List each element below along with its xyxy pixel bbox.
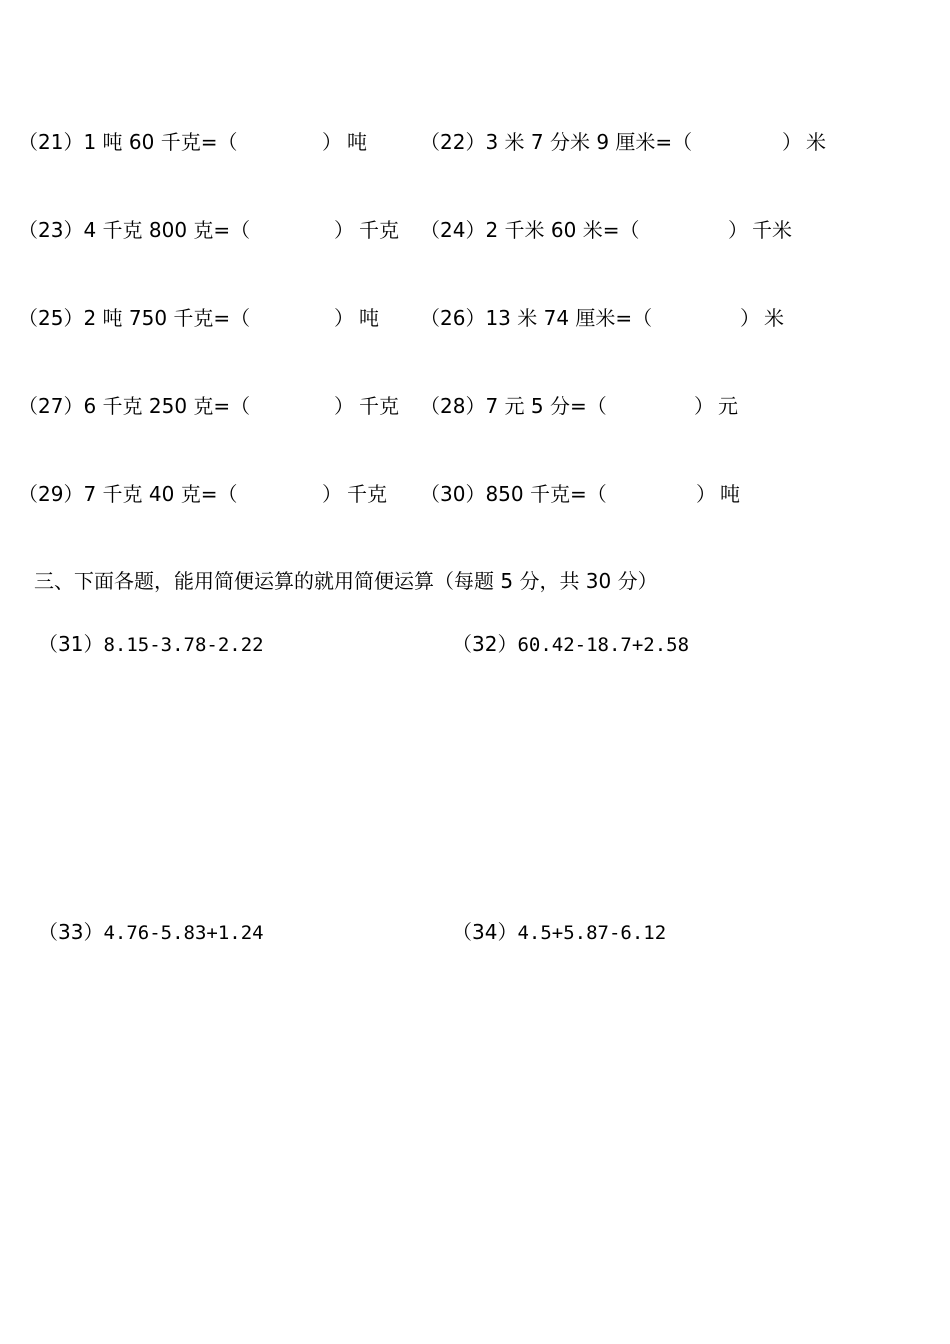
answer-unit: 吨	[359, 306, 379, 330]
question-expression: 7 千克 40 克=（	[83, 482, 238, 506]
answer-unit: 千克	[359, 218, 399, 242]
problem-33	[38, 920, 264, 945]
question-29	[18, 482, 237, 506]
question-expression: 6 千克 250 克=（	[83, 394, 251, 418]
question-expression: 2 吨 750 千克=（	[83, 306, 251, 330]
question-number: （22）	[420, 130, 486, 154]
question-number: （27）	[18, 394, 84, 418]
problem-number: （33）	[38, 920, 104, 944]
problem-number: （32）	[452, 632, 518, 656]
question-number: （28）	[420, 394, 486, 418]
problem-32	[452, 632, 689, 657]
answer-unit: 元	[718, 394, 738, 418]
question-expression: 4 千克 800 克=（	[83, 218, 251, 242]
answer-unit: 米	[806, 130, 826, 154]
question-22	[420, 130, 692, 154]
answer-close-paren: ）	[696, 482, 716, 506]
question-expression: 7 元 5 分=（	[485, 394, 607, 418]
question-23	[18, 218, 250, 242]
answer-close-paren: ）	[322, 482, 342, 506]
problem-expression: 4.5+5.87-6.12	[517, 922, 667, 944]
question-number: （21）	[18, 130, 84, 154]
question-number: （26）	[420, 306, 486, 330]
question-28	[420, 394, 607, 418]
question-number: （25）	[18, 306, 84, 330]
answer-unit: 吨	[720, 482, 740, 506]
answer-close-paren: ）	[782, 130, 802, 154]
answer-close-paren: ）	[334, 394, 354, 418]
answer-close-paren: ）	[334, 218, 354, 242]
answer-unit: 吨	[347, 130, 367, 154]
question-26	[420, 306, 652, 330]
problem-31	[38, 632, 264, 657]
problem-expression: 60.42-18.7+2.58	[517, 634, 690, 656]
question-expression: 850 千克=（	[485, 482, 607, 506]
question-number: （30）	[420, 482, 486, 506]
answer-close-paren: ）	[334, 306, 354, 330]
answer-unit: 米	[764, 306, 784, 330]
question-number: （24）	[420, 218, 486, 242]
problem-number: （31）	[38, 632, 104, 656]
question-27	[18, 394, 250, 418]
problem-expression: 8.15-3.78-2.22	[103, 634, 264, 656]
section-heading: 三、下面各题，能用简便运算的就用简便运算（每题 5 分，共 30 分）	[34, 569, 658, 593]
answer-close-paren: ）	[740, 306, 760, 330]
answer-close-paren: ）	[322, 130, 342, 154]
question-expression: 1 吨 60 千克=（	[83, 130, 238, 154]
question-number: （29）	[18, 482, 84, 506]
question-expression: 13 米 74 厘米=（	[485, 306, 653, 330]
answer-close-paren: ）	[694, 394, 714, 418]
answer-unit: 千克	[359, 394, 399, 418]
problem-expression: 4.76-5.83+1.24	[103, 922, 264, 944]
answer-unit: 千克	[347, 482, 387, 506]
question-expression: 2 千米 60 米=（	[485, 218, 640, 242]
question-expression: 3 米 7 分米 9 厘米=（	[485, 130, 693, 154]
question-24	[420, 218, 639, 242]
question-21	[18, 130, 237, 154]
answer-close-paren: ）	[728, 218, 748, 242]
question-number: （23）	[18, 218, 84, 242]
answer-unit: 千米	[752, 218, 792, 242]
problem-34	[452, 920, 666, 945]
problem-number: （34）	[452, 920, 518, 944]
question-30	[420, 482, 607, 506]
question-25	[18, 306, 250, 330]
